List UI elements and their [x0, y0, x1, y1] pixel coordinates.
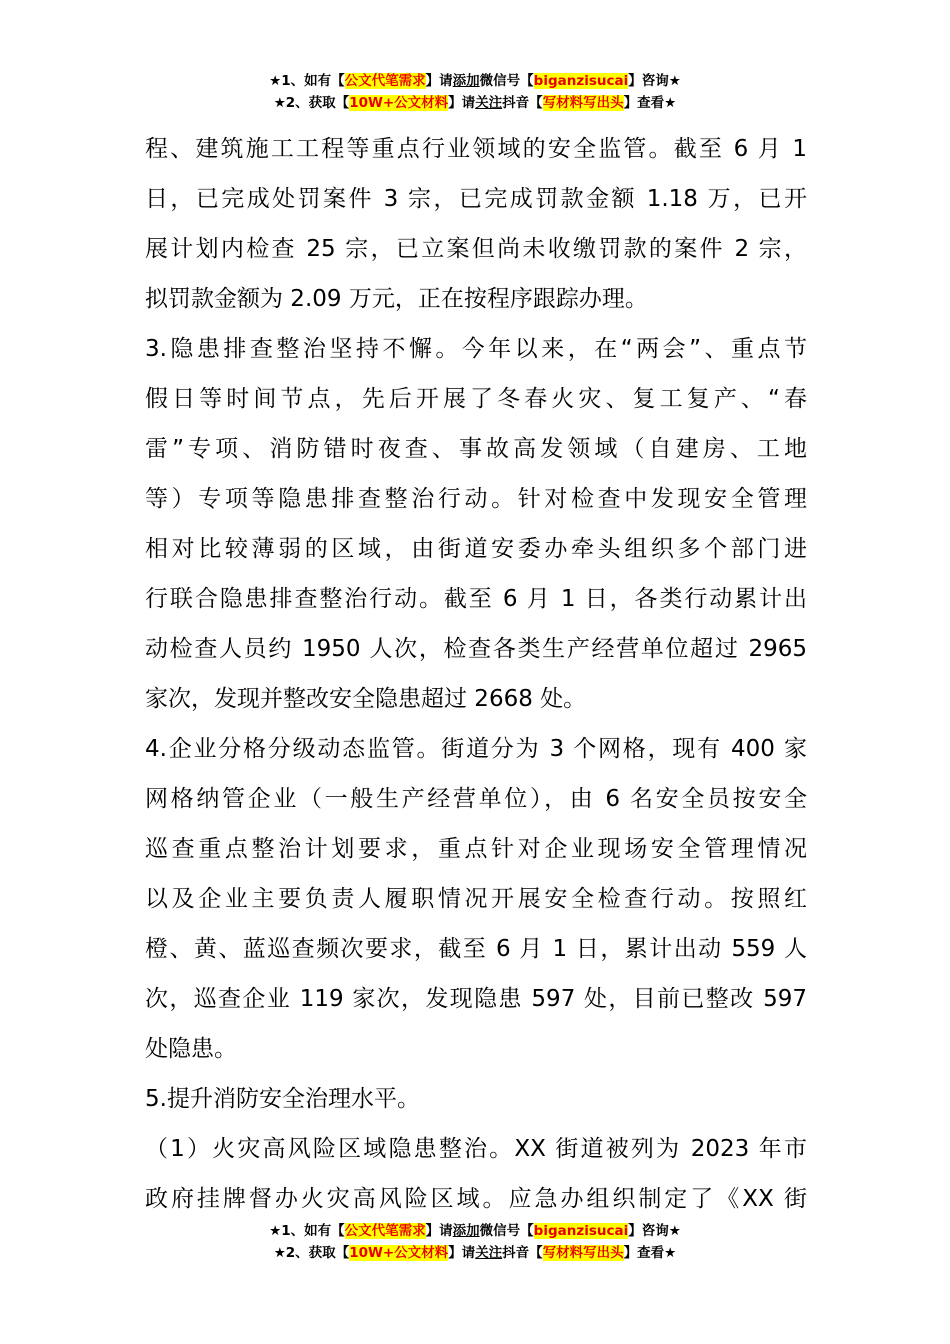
- body-line: 拟罚款金额为 2.09 万元，正在按程序跟踪办理。: [145, 286, 648, 312]
- body-line: 行联合隐患排查整治行动。截至 6 月 1 日，各类行动累计出: [145, 586, 807, 612]
- banner-underlined-text: 添加: [452, 1223, 480, 1239]
- banner-text: ★2、获取【: [273, 1245, 350, 1261]
- highlight-wechat-id: biganzisucai: [533, 73, 629, 89]
- footer-banner: [0, 1220, 950, 1264]
- highlight-materials: 10W+公文材料: [349, 95, 449, 111]
- banner-text: 】咨询★: [628, 73, 681, 89]
- highlight-douyin-account: 写材料写出头: [542, 1245, 624, 1261]
- body-line: （1）火灾高风险区域隐患整治。XX 街道被列为 2023 年市: [145, 1136, 807, 1162]
- body-line: 程、建筑施工工程等重点行业领域的安全监管。截至 6 月 1: [145, 136, 807, 162]
- document-body: [145, 124, 807, 1224]
- banner-text: 】请: [448, 95, 476, 111]
- highlight-ghostwriting: 公文代笔需求: [344, 1223, 426, 1239]
- banner-line-2: [0, 1242, 950, 1264]
- banner-text: 】请: [425, 1223, 453, 1239]
- body-line: 日，已完成处罚案件 3 宗，已完成罚款金额 1.18 万，已开: [145, 186, 807, 212]
- body-line: 相对比较薄弱的区域，由街道安委办牵头组织多个部门进: [145, 536, 807, 562]
- body-line: 橙、黄、蓝巡查频次要求，截至 6 月 1 日，累计出动 559 人: [145, 936, 807, 962]
- body-line: 次，巡查企业 119 家次，发现隐患 597 处，目前已整改 597: [145, 986, 807, 1012]
- banner-text: 微信号【: [479, 73, 534, 89]
- banner-line-2: [0, 92, 950, 114]
- body-line: 4.企业分格分级动态监管。街道分为 3 个网格，现有 400 家: [145, 736, 807, 762]
- body-line: 以及企业主要负责人履职情况开展安全检查行动。按照红: [145, 886, 807, 912]
- body-line: 假日等时间节点，先后开展了冬春火灾、复工复产、“春: [145, 386, 807, 412]
- body-line: 3.隐患排查整治坚持不懈。今年以来，在“两会”、重点节: [145, 336, 807, 362]
- banner-text: ★1、如有【: [269, 73, 345, 89]
- highlight-douyin-account: 写材料写出头: [542, 95, 624, 111]
- banner-text: 抖音【: [502, 1245, 543, 1261]
- banner-text: 微信号【: [479, 1223, 534, 1239]
- banner-text: 】请: [448, 1245, 476, 1261]
- banner-text: ★2、获取【: [273, 95, 350, 111]
- banner-text: 】查看★: [623, 1245, 677, 1261]
- body-line: 动检查人员约 1950 人次，检查各类生产经营单位超过 2965: [145, 636, 807, 662]
- header-banner: [0, 70, 950, 114]
- body-line: 处隐患。: [145, 1036, 237, 1062]
- body-line: 展计划内检查 25 宗，已立案但尚未收缴罚款的案件 2 宗，: [145, 236, 807, 262]
- banner-underlined-text: 关注: [475, 95, 503, 111]
- body-line: 5.提升消防安全治理水平。: [145, 1086, 420, 1112]
- banner-underlined-text: 关注: [475, 1245, 503, 1261]
- banner-text: 抖音【: [502, 95, 543, 111]
- banner-line-1: [0, 1220, 950, 1242]
- body-line: 等）专项等隐患排查整治行动。针对检查中发现安全管理: [145, 486, 807, 512]
- banner-text: 】咨询★: [628, 1223, 681, 1239]
- body-line: 巡查重点整治计划要求，重点针对企业现场安全管理情况: [145, 836, 807, 862]
- highlight-ghostwriting: 公文代笔需求: [344, 73, 426, 89]
- highlight-materials: 10W+公文材料: [349, 1245, 449, 1261]
- banner-text: 】查看★: [623, 95, 677, 111]
- banner-line-1: [0, 70, 950, 92]
- banner-text: 】请: [425, 73, 453, 89]
- body-line: 政府挂牌督办火灾高风险区域。应急办组织制定了《XX 街: [145, 1186, 807, 1212]
- body-line: 网格纳管企业（一般生产经营单位），由 6 名安全员按安全: [145, 786, 807, 812]
- banner-underlined-text: 添加: [452, 73, 480, 89]
- highlight-wechat-id: biganzisucai: [533, 1223, 629, 1239]
- banner-text: ★1、如有【: [269, 1223, 345, 1239]
- body-line: 雷”专项、消防错时夜查、事故高发领域（自建房、工地: [145, 436, 807, 462]
- body-line: 家次，发现并整改安全隐患超过 2668 处。: [145, 686, 587, 712]
